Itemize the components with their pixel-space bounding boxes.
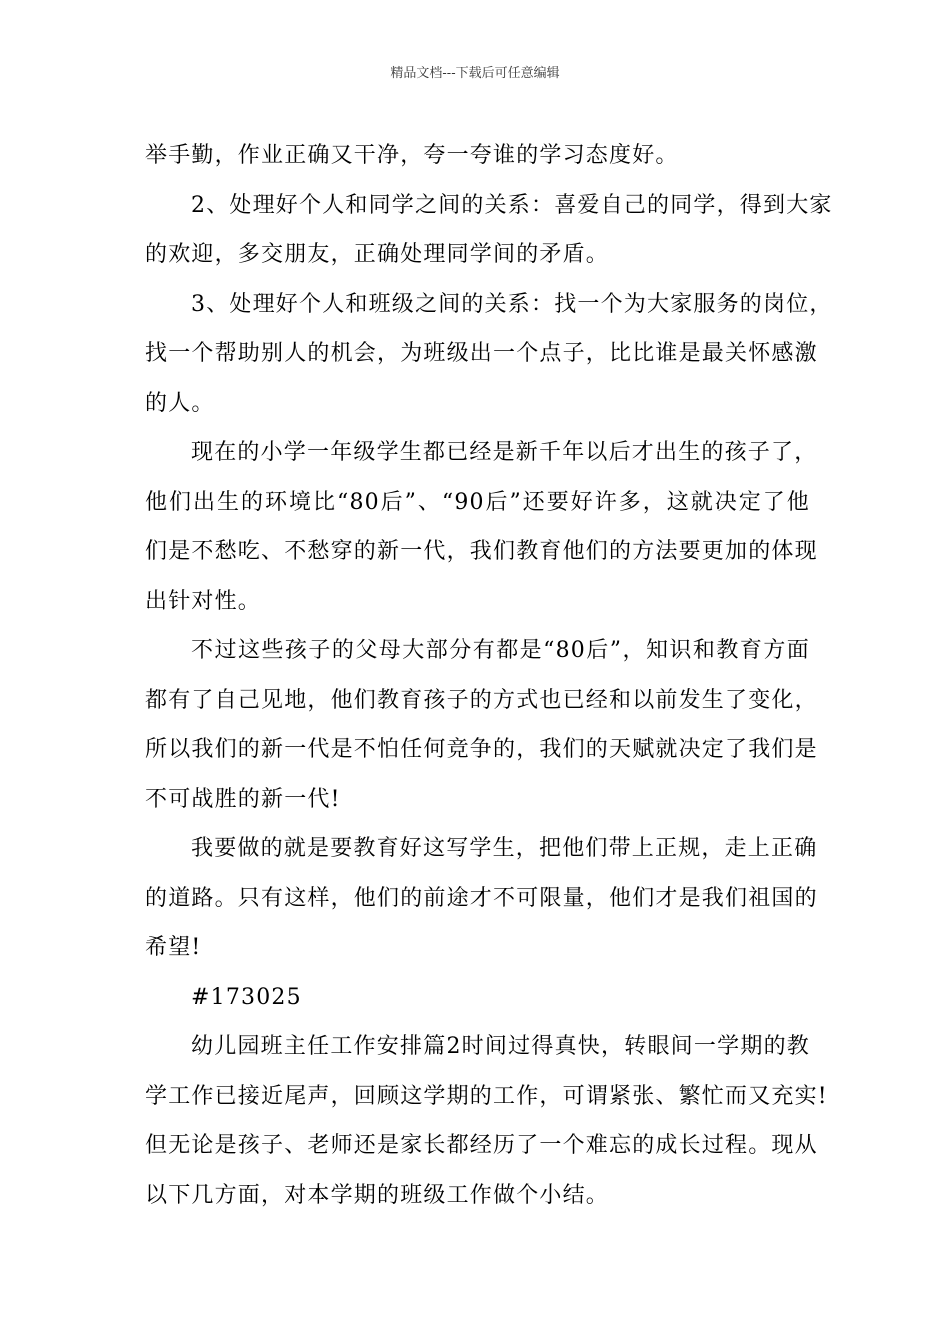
text-line: 不过这些孩子的父母大部分有都是“80后”，知识和教育方面 [191, 638, 810, 663]
text-line: 不可战胜的新一代! [145, 786, 341, 812]
paragraph [145, 973, 810, 1023]
text-line: 2、处理好个人和同学之间的关系：喜爱自己的同学，得到大家 [191, 192, 833, 218]
paragraph [145, 824, 818, 973]
text-line: 希望! [145, 935, 202, 960]
text-line: 幼儿园班主任工作安排篇2时间过得真快，转眼间一学期的教 [191, 1034, 810, 1059]
text-line: 但无论是孩子、老师还是家长都经历了一个难忘的成长过程。现从 [145, 1133, 818, 1158]
paragraph [145, 1022, 828, 1220]
text-line: 学工作已接近尾声，回顾这学期的工作，可谓紧张、繁忙而又充实! [145, 1083, 828, 1109]
paragraph [145, 626, 818, 824]
text-line: #173025 [191, 984, 302, 1010]
paragraph [145, 280, 833, 429]
text-line: 的欢迎，多交朋友，正确处理同学间的矛盾。 [145, 242, 610, 267]
text-line: 们是不愁吃、不愁穿的新一代，我们教育他们的方法要更加的体现 [145, 539, 818, 564]
text-line: 都有了自己见地，他们教育孩子的方式也已经和以前发生了变化， [145, 687, 818, 713]
text-line: 找一个帮助别人的机会，为班级出一个点子，比比谁是最关怀感激 [145, 341, 818, 366]
text-line: 的道路。只有这样，他们的前途才不可限量，他们才是我们祖国的 [145, 885, 818, 911]
document-body [145, 131, 833, 1220]
text-line: 现在的小学一年级学生都已经是新千年以后才出生的孩子了， [191, 440, 818, 465]
text-line: 以下几方面，对本学期的班级工作做个小结。 [145, 1182, 610, 1208]
text-line: 举手勤，作业正确又干净，夸一夸谁的学习态度好。 [145, 143, 679, 168]
paragraph [145, 428, 818, 626]
text-line: 我要做的就是要教育好这写学生，把他们带上正规，走上正确 [191, 836, 818, 861]
text-line: 他们出生的环境比“80后”、“90后”还要好许多，这就决定了他 [145, 489, 810, 515]
text-line: 出针对性。 [145, 588, 262, 614]
text-line: 的人。 [145, 390, 215, 416]
text-line: 所以我们的新一代是不怕任何竞争的，我们的天赋就决定了我们是 [145, 737, 818, 762]
text-line: 3、处理好个人和班级之间的关系：找一个为大家服务的岗位， [191, 291, 833, 317]
page-header: 精品文档---下载后可任意编辑 [390, 66, 560, 81]
paragraph [145, 131, 810, 181]
paragraph [145, 181, 833, 280]
